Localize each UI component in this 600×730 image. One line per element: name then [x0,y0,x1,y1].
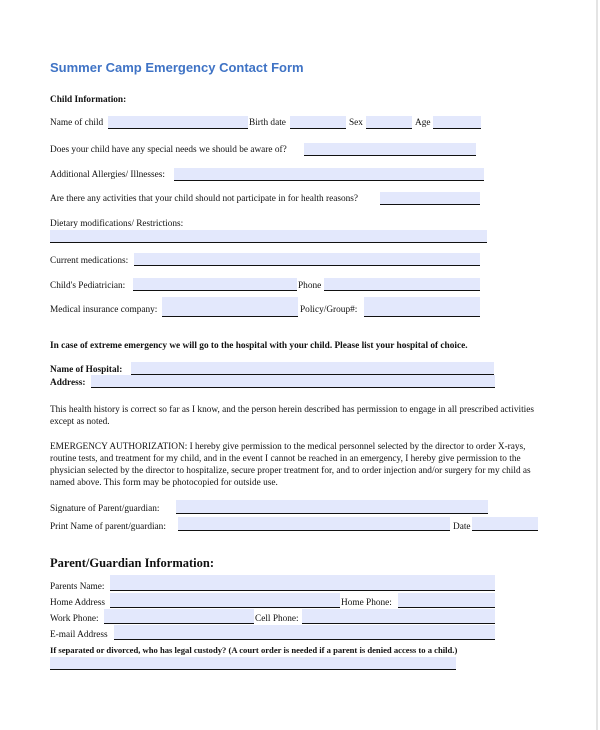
cell-phone-label: Cell Phone: [255,614,299,624]
phone-label: Phone [298,281,322,291]
form-title: Summer Camp Emergency Contact Form [50,60,304,75]
dietary-field[interactable] [50,230,487,243]
hospital-address-label: Address: [50,378,86,388]
signature-label: Signature of Parent/guardian: [50,504,160,514]
medications-label: Current medications: [50,256,129,266]
child-info-heading: Child Information: [50,95,127,105]
special-needs-label: Does your child have any special needs we should be aware of? [50,145,287,155]
print-name-label: Print Name of parent/guardian: [50,522,166,532]
policy-label: Policy/Group#: [300,305,358,315]
age-field[interactable] [433,116,481,129]
work-phone-label: Work Phone: [50,614,99,624]
child-name-field[interactable] [108,116,248,129]
date-label: Date [453,522,471,532]
insurance-field[interactable] [162,297,298,317]
activities-label: Are there any activities that your child should not participate in for health reasons? [50,194,358,204]
pediatrician-label: Child's Pediatrician: [50,281,126,291]
parents-name-field[interactable] [110,575,495,591]
hospital-name-field[interactable] [131,362,494,375]
pediatrician-field[interactable] [133,278,297,291]
policy-field[interactable] [364,297,480,317]
emergency-authorization-text: EMERGENCY AUTHORIZATION: I hereby give permission to the medical personnel selected by the director to order X-rays, routine tests, and treatment for my child, and in the event I cannot be reached in an emergency, I hereby give permission to the physician selected by the director to hospitalize, secure proper treatment for, and to order injection and/or surgery for my child as named above. This form may be photocopied for outside use. [50,442,531,488]
parents-name-label: Parents Name: [50,582,105,592]
parent-info-heading: Parent/Guardian Information: [50,556,215,570]
email-field[interactable] [114,625,495,640]
cell-phone-field[interactable] [302,609,495,624]
sex-label: Sex [349,118,363,128]
print-name-field[interactable] [178,517,450,531]
activities-field[interactable] [380,192,480,205]
special-needs-field[interactable] [304,143,476,156]
work-phone-field[interactable] [104,609,254,624]
home-phone-label: Home Phone: [341,598,392,608]
signature-field[interactable] [176,500,488,514]
dietary-label: Dietary modifications/ Restrictions: [50,219,184,229]
home-phone-field[interactable] [398,593,495,608]
home-address-field[interactable] [110,593,340,608]
hospital-address-field[interactable] [91,375,495,388]
email-label: E-mail Address [50,630,108,640]
birth-date-label: Birth date [249,118,286,128]
sex-field[interactable] [366,116,412,129]
hospital-name-label: Name of Hospital: [50,365,123,375]
health-history-statement: This health history is correct so far as I know, and the person herein described has permission to engage in all prescribed activities except as noted. [50,405,534,427]
custody-field[interactable] [50,657,456,670]
pediatrician-phone-field[interactable] [324,278,480,291]
hospital-notice: In case of extreme emergency we will go to the hospital with your child. Please list your hospital of choice. [50,341,468,351]
custody-question: If separated or divorced, who has legal custody? (A court order is needed if a parent is denied access to a child.) [50,645,458,655]
date-field[interactable] [472,517,538,531]
allergies-field[interactable] [174,168,484,181]
medications-field[interactable] [134,253,480,266]
insurance-label: Medical insurance company: [50,305,158,315]
child-name-label: Name of child [50,118,104,128]
birth-date-field[interactable] [290,116,346,129]
age-label: Age [415,118,431,128]
home-address-label: Home Address [50,598,106,608]
allergies-label: Additional Allergies/ Illnesses: [50,170,165,180]
